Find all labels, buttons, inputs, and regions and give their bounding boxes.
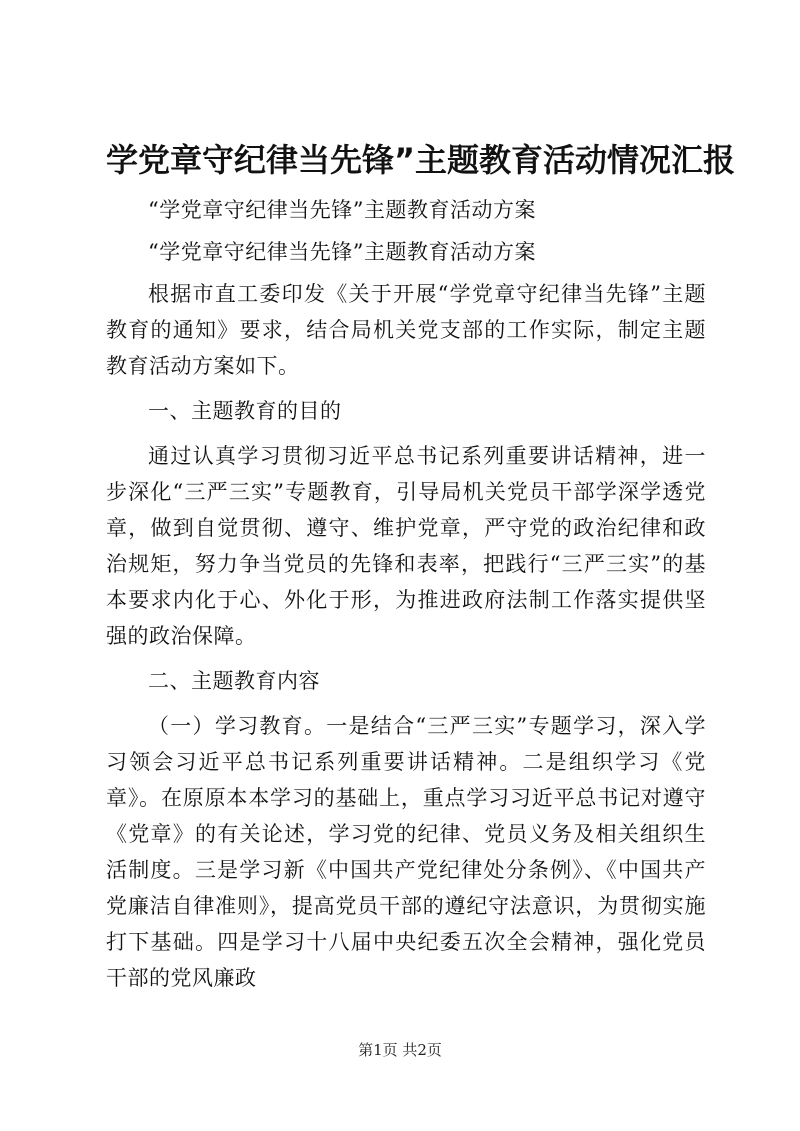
section-heading-content: 二、主题教育内容 — [148, 669, 320, 693]
paragraph-subtitle-2: “学党章守纪律当先锋”主题教育活动方案 — [148, 240, 536, 264]
paragraph-study-education: （一）学习教育。一是结合“三严三实”专题学习，深入学习领会习近平总书记系列重要讲话精神。二是组织学习《党章》。在原原本本学习的基础上，重点学习习近平总书记对遵守《党章》的有关论述，学习党的纪律、党员义务及相关组织生活制度。三是学习新《中国共产党纪律处分条例》、《中国共产党廉洁自律准则》，提高党员干部的遵纪守法意识，为贯彻实施打下基础。四是学习十八届中央纪委五次全会精神，强化党员干部的党风廉政 — [106, 714, 706, 990]
paragraph-intro: 根据市直工委印发《关于开展“学党章守纪律当先锋”主题教育的通知》要求，结合局机关党支部的工作实际，制定主题教育活动方案如下。 — [106, 282, 706, 378]
section-heading-purpose: 一、主题教育的目的 — [148, 399, 342, 423]
document-body — [106, 192, 706, 1005]
paragraph-purpose: 通过认真学习贯彻习近平总书记系列重要讲话精神，进一步深化“三严三实”专题教育，引导局机关党员干部学深学透党章，做到自觉贯彻、遵守、维护党章，严守党的政治纪律和政治规矩，努力争当党员的先锋和表率，把践行“三严三实”的基本要求内化于心、外化于形，为推进政府法制工作落实提供坚强的政治保障。 — [106, 444, 706, 648]
document-title: 学党章守纪律当先锋”主题教育活动情况汇报 — [106, 141, 736, 179]
page-footer: 第1页 共2页 — [358, 1041, 442, 1059]
paragraph-subtitle-1: “学党章守纪律当先锋”主题教育活动方案 — [148, 198, 536, 222]
